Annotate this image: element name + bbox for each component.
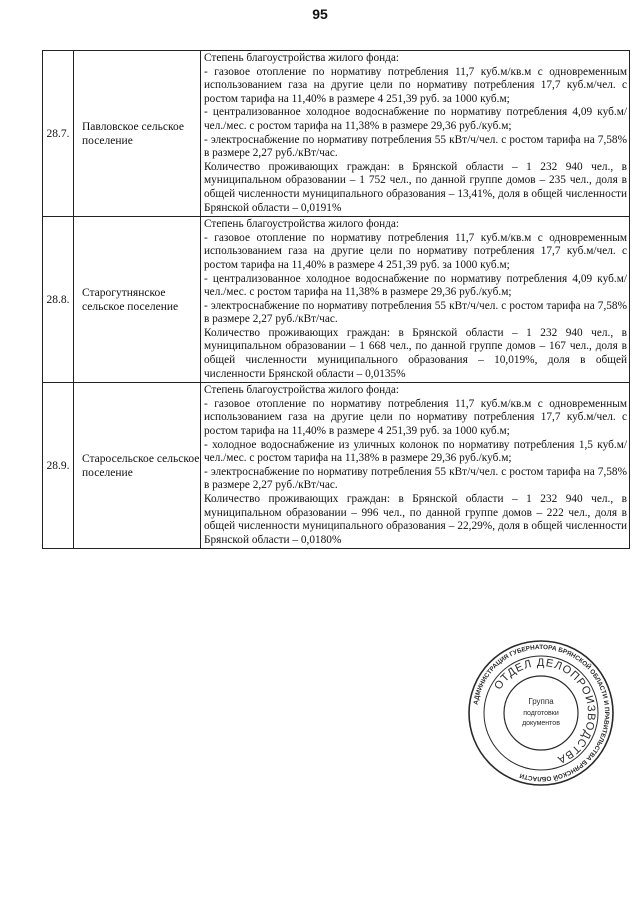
stamp-outer-text: АДМИНИСТРАЦИЯ ГУБЕРНАТОРА БРЯНСКОЙ ОБЛАСТИ И ПРАВИТЕЛЬСТВА БРЯНСКОЙ ОБЛАСТИ (472, 643, 611, 783)
table-row (43, 51, 630, 217)
row-number: 28.7. (43, 51, 74, 217)
row-description (201, 217, 630, 383)
settlement-name: Старосельское сельское поселение (74, 383, 201, 549)
settlement-name: Павловское сельское поселение (74, 51, 201, 217)
document-table (42, 50, 630, 549)
description-line: - электроснабжение по нормативу потребления 55 кВт/ч/чел. с ростом тарифа на 7,58% в размере 2,27 руб./кВт/час. (204, 133, 627, 160)
description-line: - централизованное холодное водоснабжение по нормативу потребления 4,09 куб.м/чел./мес. с ростом тарифа на 11,38% в размере 29,36 руб./куб.м; (204, 272, 627, 299)
row-description (201, 383, 630, 549)
row-number: 28.8. (43, 217, 74, 383)
official-stamp (466, 638, 616, 788)
description-line: - газовое отопление по нормативу потребления 11,7 куб.м/кв.м с одновременным использованием газа на другие цели по нормативу потребления 17,7 куб.м/чел. с ростом тарифа на 11,40% в размере 4 251,39 руб. за 1000 куб.м; (204, 65, 627, 105)
description-line: - газовое отопление по нормативу потребления 11,7 куб.м/кв.м с одновременным использованием газа на другие цели по нормативу потребления 17,7 куб.м/чел. с ростом тарифа на 11,40% в размере 4 251,39 руб. за 1000 куб.м; (204, 231, 627, 271)
description-line: - централизованное холодное водоснабжение по нормативу потребления 4,09 куб.м/чел./мес. с ростом тарифа на 11,38% в размере 29,36 руб./куб.м; (204, 106, 627, 132)
description-line: Степень благоустройства жилого фонда: (204, 52, 400, 64)
description-line: - холодное водоснабжение из уличных колонок по нормативу потребления 1,5 куб.м/чел./мес. с ростом тарифа на 11,38% в размере 29,36 руб./куб.м; (204, 438, 627, 465)
row-number: 28.9. (43, 383, 74, 549)
description-line: - электроснабжение по нормативу потребления 55 кВт/ч/чел. с ростом тарифа на 7,58% в размере 2,27 руб./кВт/час. (204, 299, 627, 326)
description-line: - газовое отопление по нормативу потребления 11,7 куб.м/кв.м с одновременным использованием газа на другие цели по нормативу потребления 17,7 куб.м/чел. с ростом тарифа на 11,40% в размере 4 251,39 руб. за 1000 куб.м; (204, 397, 627, 438)
row-description (201, 51, 630, 217)
stamp-center-line: документов (522, 720, 560, 727)
description-line: Количество проживающих граждан: в Брянской области – 1 232 940 чел., в муниципальном образовании – 1 752 чел., по данной группе домов – 235 чел., доля в общей численности муниципального образования – 13,41%, доля в общей численности Брянской области – 0,0191% (204, 160, 627, 214)
description-line: Степень благоустройства жилого фонда: (204, 384, 400, 397)
stamp-center-line: Группа (528, 697, 554, 706)
description-line: - электроснабжение по нормативу потребления 55 кВт/ч/чел. с ростом тарифа на 7,58% в размере 2,27 руб./кВт/час. (204, 465, 627, 492)
stamp-middle-text: ОТДЕЛ ДЕЛОПРОИЗВОДСТВА (492, 656, 598, 766)
description-line: Количество проживающих граждан: в Брянской области – 1 232 940 чел., в муниципальном образовании – 1 668 чел., по данной группе домов – 167 чел., доля в общей численности муниципального образования – 10,019%, доля в общей численности Брянской области – 0,0135% (204, 326, 627, 380)
page-number: 95 (312, 6, 328, 22)
stamp-center-line: подготовки (523, 710, 559, 717)
table-row (43, 383, 630, 549)
description-line: Степень благоустройства жилого фонда: (204, 218, 400, 231)
description-line: Количество проживающих граждан: в Брянской области – 1 232 940 чел., в муниципальном образовании – 996 чел., по данной группе домов – 222 чел., доля в общей численности муниципального образования – 22,29%, доля в общей численности Брянской области – 0,0180% (204, 493, 627, 546)
settlement-name: Старогутнянское сельское поселение (74, 217, 201, 383)
table-row (43, 217, 630, 383)
